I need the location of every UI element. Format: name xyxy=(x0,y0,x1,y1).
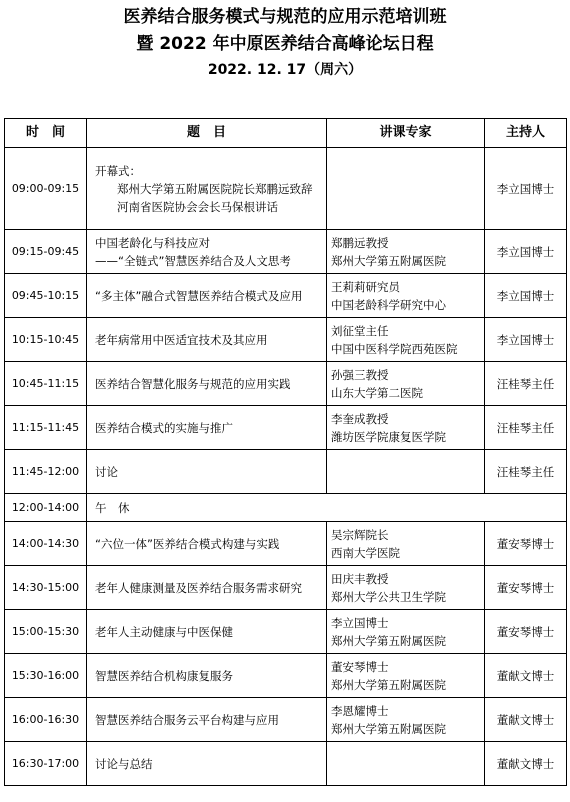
topic-cell xyxy=(87,230,327,274)
lunch-break-cell: 午 休 xyxy=(87,494,567,522)
speaker-affiliation: 山东大学第二医院 xyxy=(331,385,423,400)
speaker-affiliation: 中国中医科学院西苑医院 xyxy=(331,341,458,356)
topic-line: 中国老龄化与科技应对 xyxy=(95,235,210,250)
speaker-cell xyxy=(327,610,485,654)
time-cell: 16:30-17:00 xyxy=(5,742,87,786)
speaker-cell xyxy=(327,230,485,274)
title-line-2: 暨 2022 年中原医养结合高峰论坛日程 xyxy=(136,34,434,54)
speaker-name: 董安琴博士 xyxy=(331,659,389,674)
table-row xyxy=(5,654,567,698)
topic-line: ——“全链式”智慧医养结合及人文思考 xyxy=(95,253,291,268)
topic-cell: 老年病常用中医适宜技术及其应用 xyxy=(87,318,327,362)
speaker-name: 郑鹏远教授 xyxy=(331,235,389,250)
topic-cell: 智慧医养结合服务云平台构建与应用 xyxy=(87,698,327,742)
time-cell: 11:45-12:00 xyxy=(5,450,87,494)
speaker-affiliation: 中国老龄科学研究中心 xyxy=(331,297,446,312)
topic-cell: 讨论 xyxy=(87,450,327,494)
time-cell: 15:30-16:00 xyxy=(5,654,87,698)
speaker-affiliation: 郑州大学公共卫生学院 xyxy=(331,589,446,604)
topic-cell: “多主体”融合式智慧医养结合模式及应用 xyxy=(87,274,327,318)
speaker-name: 田庆丰教授 xyxy=(331,571,389,586)
speaker-cell xyxy=(327,362,485,406)
time-cell: 09:00-09:15 xyxy=(5,148,87,230)
speaker-name: 李奎成教授 xyxy=(331,411,389,426)
topic-line: 河南省医院协会会长马保根讲话 xyxy=(117,199,278,214)
table-row xyxy=(5,450,567,494)
topic-cell: 讨论与总结 xyxy=(87,742,327,786)
table-row xyxy=(5,148,567,230)
table-row xyxy=(5,566,567,610)
host-cell: 汪桂琴主任 xyxy=(485,362,567,406)
time-cell: 09:15-09:45 xyxy=(5,230,87,274)
time-cell: 15:00-15:30 xyxy=(5,610,87,654)
speaker-cell xyxy=(327,274,485,318)
time-cell: 09:45-10:15 xyxy=(5,274,87,318)
speaker-affiliation: 郑州大学第五附属医院 xyxy=(331,677,446,692)
topic-line: 郑州大学第五附属医院院长郑鹏远致辞 xyxy=(117,181,313,196)
table-row xyxy=(5,610,567,654)
table-row xyxy=(5,318,567,362)
table-row xyxy=(5,274,567,318)
topic-cell: 医养结合智慧化服务与规范的应用实践 xyxy=(87,362,327,406)
speaker-affiliation: 郑州大学第五附属医院 xyxy=(331,633,446,648)
speaker-cell xyxy=(327,450,485,494)
host-cell: 李立国博士 xyxy=(485,148,567,230)
host-cell: 李立国博士 xyxy=(485,230,567,274)
host-cell: 董献文博士 xyxy=(485,698,567,742)
time-cell: 10:45-11:15 xyxy=(5,362,87,406)
topic-cell xyxy=(87,148,327,230)
speaker-name: 刘征堂主任 xyxy=(331,323,389,338)
speaker-name: 李恩耀博士 xyxy=(331,703,389,718)
speaker-cell xyxy=(327,318,485,362)
title-line-1: 医养结合服务模式与规范的应用示范培训班 xyxy=(123,7,447,27)
schedule-table xyxy=(4,118,567,786)
speaker-cell xyxy=(327,654,485,698)
table-row xyxy=(5,230,567,274)
time-cell: 14:00-14:30 xyxy=(5,522,87,566)
topic-cell: 智慧医养结合机构康复服务 xyxy=(87,654,327,698)
col-header-host: 主持人 xyxy=(485,119,567,148)
title-block xyxy=(0,4,570,81)
speaker-name: 吴宗辉院长 xyxy=(331,527,389,542)
table-row xyxy=(5,494,567,522)
host-cell: 李立国博士 xyxy=(485,274,567,318)
host-cell: 李立国博士 xyxy=(485,318,567,362)
col-header-speaker: 讲课专家 xyxy=(327,119,485,148)
speaker-affiliation: 郑州大学第五附属医院 xyxy=(331,253,446,268)
topic-line: 开幕式： xyxy=(95,163,141,178)
speaker-affiliation: 郑州大学第五附属医院 xyxy=(331,721,446,736)
title-date: 2022. 12. 17（周六） xyxy=(207,62,363,78)
host-cell: 董安琴博士 xyxy=(485,610,567,654)
speaker-cell xyxy=(327,566,485,610)
speaker-name: 王莉莉研究员 xyxy=(331,279,400,294)
table-row xyxy=(5,698,567,742)
speaker-cell xyxy=(327,522,485,566)
topic-cell: 医养结合模式的实施与推广 xyxy=(87,406,327,450)
speaker-name: 李立国博士 xyxy=(331,615,389,630)
speaker-affiliation: 潍坊医学院康复医学院 xyxy=(331,429,446,444)
time-cell: 16:00-16:30 xyxy=(5,698,87,742)
time-cell: 11:15-11:45 xyxy=(5,406,87,450)
speaker-cell xyxy=(327,742,485,786)
time-cell: 12:00-14:00 xyxy=(5,494,87,522)
time-cell: 10:15-10:45 xyxy=(5,318,87,362)
speaker-affiliation: 西南大学医院 xyxy=(331,545,400,560)
topic-cell: “六位一体”医养结合模式构建与实践 xyxy=(87,522,327,566)
host-cell: 董安琴博士 xyxy=(485,522,567,566)
speaker-cell xyxy=(327,148,485,230)
host-cell: 汪桂琴主任 xyxy=(485,450,567,494)
table-row xyxy=(5,522,567,566)
host-cell: 董献文博士 xyxy=(485,654,567,698)
speaker-name: 孙强三教授 xyxy=(331,367,389,382)
col-header-topic: 题 目 xyxy=(87,119,327,148)
host-cell: 董献文博士 xyxy=(485,742,567,786)
time-cell: 14:30-15:00 xyxy=(5,566,87,610)
col-header-time: 时 间 xyxy=(5,119,87,148)
table-row xyxy=(5,362,567,406)
speaker-cell xyxy=(327,406,485,450)
table-row xyxy=(5,406,567,450)
topic-cell: 老年人主动健康与中医保健 xyxy=(87,610,327,654)
topic-cell: 老年人健康测量及医养结合服务需求研究 xyxy=(87,566,327,610)
table-row xyxy=(5,742,567,786)
speaker-cell xyxy=(327,698,485,742)
host-cell: 汪桂琴主任 xyxy=(485,406,567,450)
table-header-row xyxy=(5,119,567,148)
host-cell: 董安琴博士 xyxy=(485,566,567,610)
